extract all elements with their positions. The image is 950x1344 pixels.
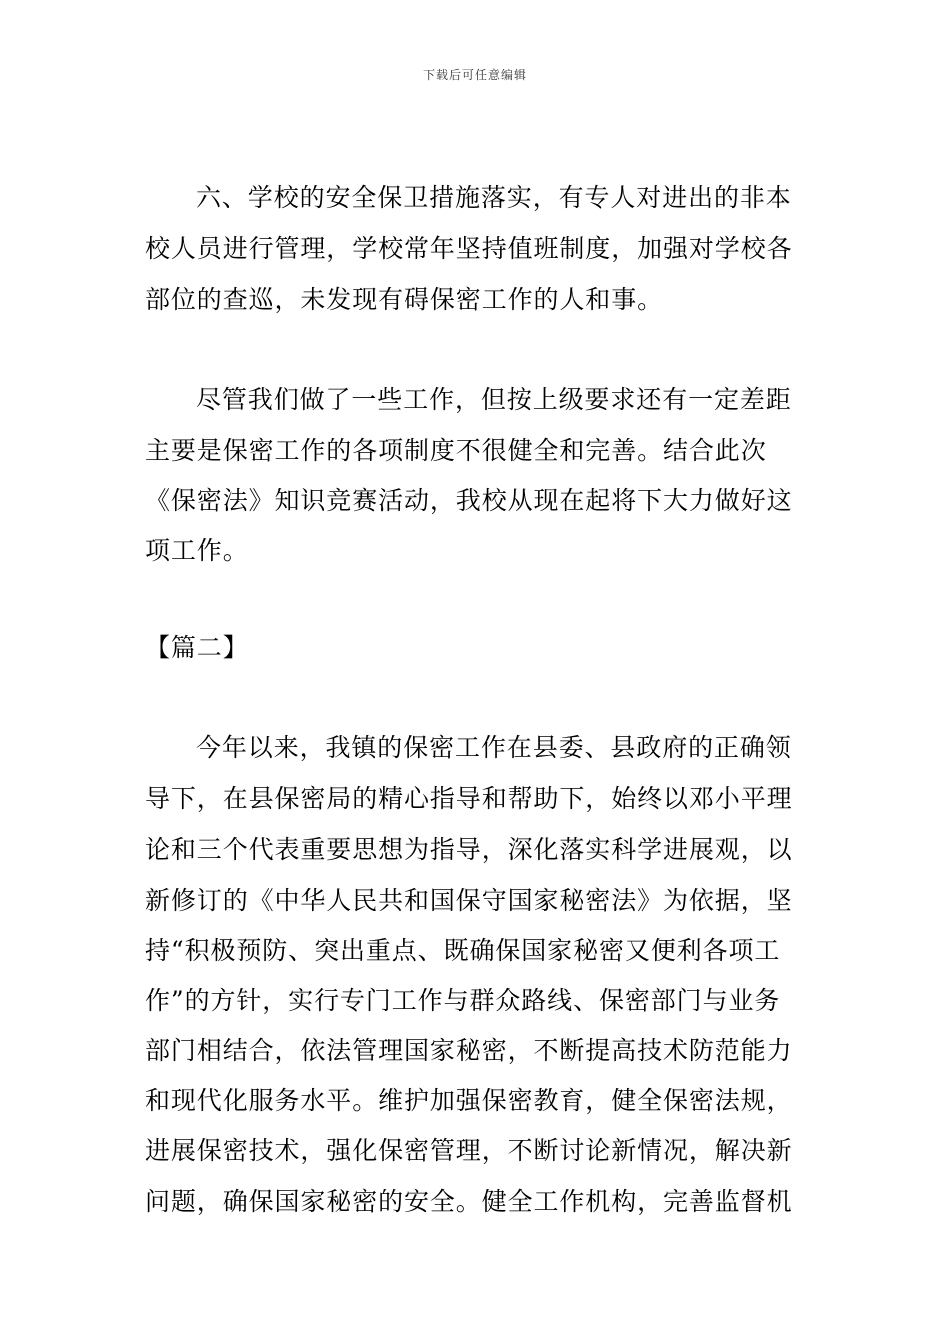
text-line: 尽管我们做了一些工作，但按上级要求还有一定差距 <box>196 385 792 414</box>
text-line: 六、学校的安全保卫措施落实，有专人对进出的非本 <box>196 183 792 212</box>
text-line: 持“积极预防、突出重点、既确保国家秘密又便利各项工 <box>145 936 781 965</box>
text-line: 部位的查巡，未发现有碍保密工作的人和事。 <box>145 285 664 314</box>
text-line: 项工作。 <box>145 536 249 565</box>
text-line: 和现代化服务水平。维护加强保密教育，健全保密法规， <box>145 1086 793 1115</box>
text-line: 今年以来，我镇的保密工作在县委、县政府的正确领 <box>196 733 792 762</box>
text-line: 导下，在县保密局的精心指导和帮助下，始终以邓小平理 <box>145 784 793 813</box>
page-header: 下载后可任意编辑 <box>422 68 527 82</box>
text-line: 校人员进行管理，学校常年坚持值班制度，加强对学校各 <box>145 234 793 263</box>
text-line: 进展保密技术，强化保密管理，不断讨论新情况，解决新 <box>145 1136 793 1165</box>
section-heading: 【篇二】 <box>145 633 249 662</box>
text-line: 问题，确保国家秘密的安全。健全工作机构，完善监督机 <box>145 1187 793 1216</box>
text-line: 部门相结合，依法管理国家秘密，不断提高技术防范能力 <box>145 1036 793 1065</box>
text-line: 主要是保密工作的各项制度不很健全和完善。结合此次 <box>145 436 767 465</box>
text-line: 作”的方针，实行专门工作与群众路线、保密部门与业务 <box>145 986 781 1015</box>
text-line: 《保密法》知识竞赛活动，我校从现在起将下大力做好这 <box>145 486 793 515</box>
text-line: 论和三个代表重要思想为指导，深化落实科学进展观，以 <box>145 835 793 864</box>
text-line: 新修订的《中华人民共和国保守国家秘密法》为依据，坚 <box>145 886 793 915</box>
